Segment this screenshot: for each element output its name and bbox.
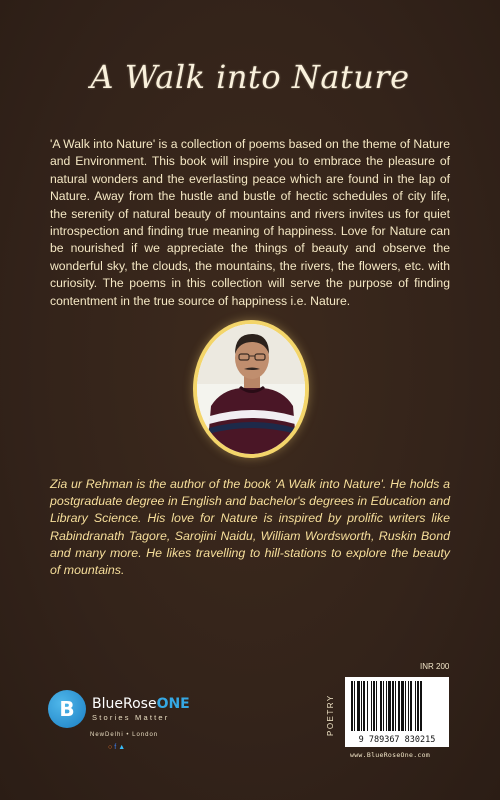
facebook-icon: f	[114, 744, 119, 751]
instagram-icon: ○	[108, 744, 115, 751]
publisher-name-part1: BlueRose	[92, 696, 157, 712]
publisher-name-part2: ONE	[156, 696, 190, 712]
category-label: POETRY	[326, 694, 335, 736]
bluerose-logo-icon: B	[48, 690, 86, 728]
publisher-name	[92, 696, 190, 712]
publisher-website: www.BlueRoseOne.com	[350, 751, 431, 759]
publisher-logo	[48, 690, 190, 728]
twitter-icon: ▲	[118, 744, 128, 751]
publisher-cities: NewDelhi • London	[90, 732, 159, 738]
book-title: A Walk into Nature	[90, 58, 410, 96]
price-label: INR 200	[420, 662, 450, 671]
isbn-number: 9 789367 830215	[358, 735, 436, 745]
barcode-bars	[345, 677, 449, 735]
author-bio: Zia ur Rehman is the author of the book 'A Walk into Nature'. He holds a postgraduate degree in English and bachelor's degrees in Education and Library Science. His love for Nature is inspired by prolific writers like Rabindranath Tagore, Sarojini Naidu, William Wordsworth, Ruskin Bond and many more. He likes travelling to hill-stations to explore the beauty of mountains.	[50, 477, 450, 578]
publisher-tagline: Stories Matter	[92, 713, 170, 722]
isbn-barcode	[345, 677, 449, 747]
book-description: 'A Walk into Nature' is a collection of poems based on the theme of Nature and Environment. This book will inspire you to embrace the pleasure of natural wonders and the everlasting peace which are found in the lap of Nature. Away from the hustle and bustle of hectic schedules of city life, the serenity of natural beauty of mountains and rivers invites us for quiet introspection and finding true meaning of happiness. Love for Nature can be nourished if we appreciate the things of beauty and observe the wonderful sky, the clouds, the mountains, the rivers, the flowers, etc. with curiosity. The poems in this collection will serve the purpose of finding contentment in the true source of happiness i.e. Nature.	[50, 137, 450, 308]
social-icons	[108, 744, 127, 751]
author-portrait	[197, 324, 305, 454]
